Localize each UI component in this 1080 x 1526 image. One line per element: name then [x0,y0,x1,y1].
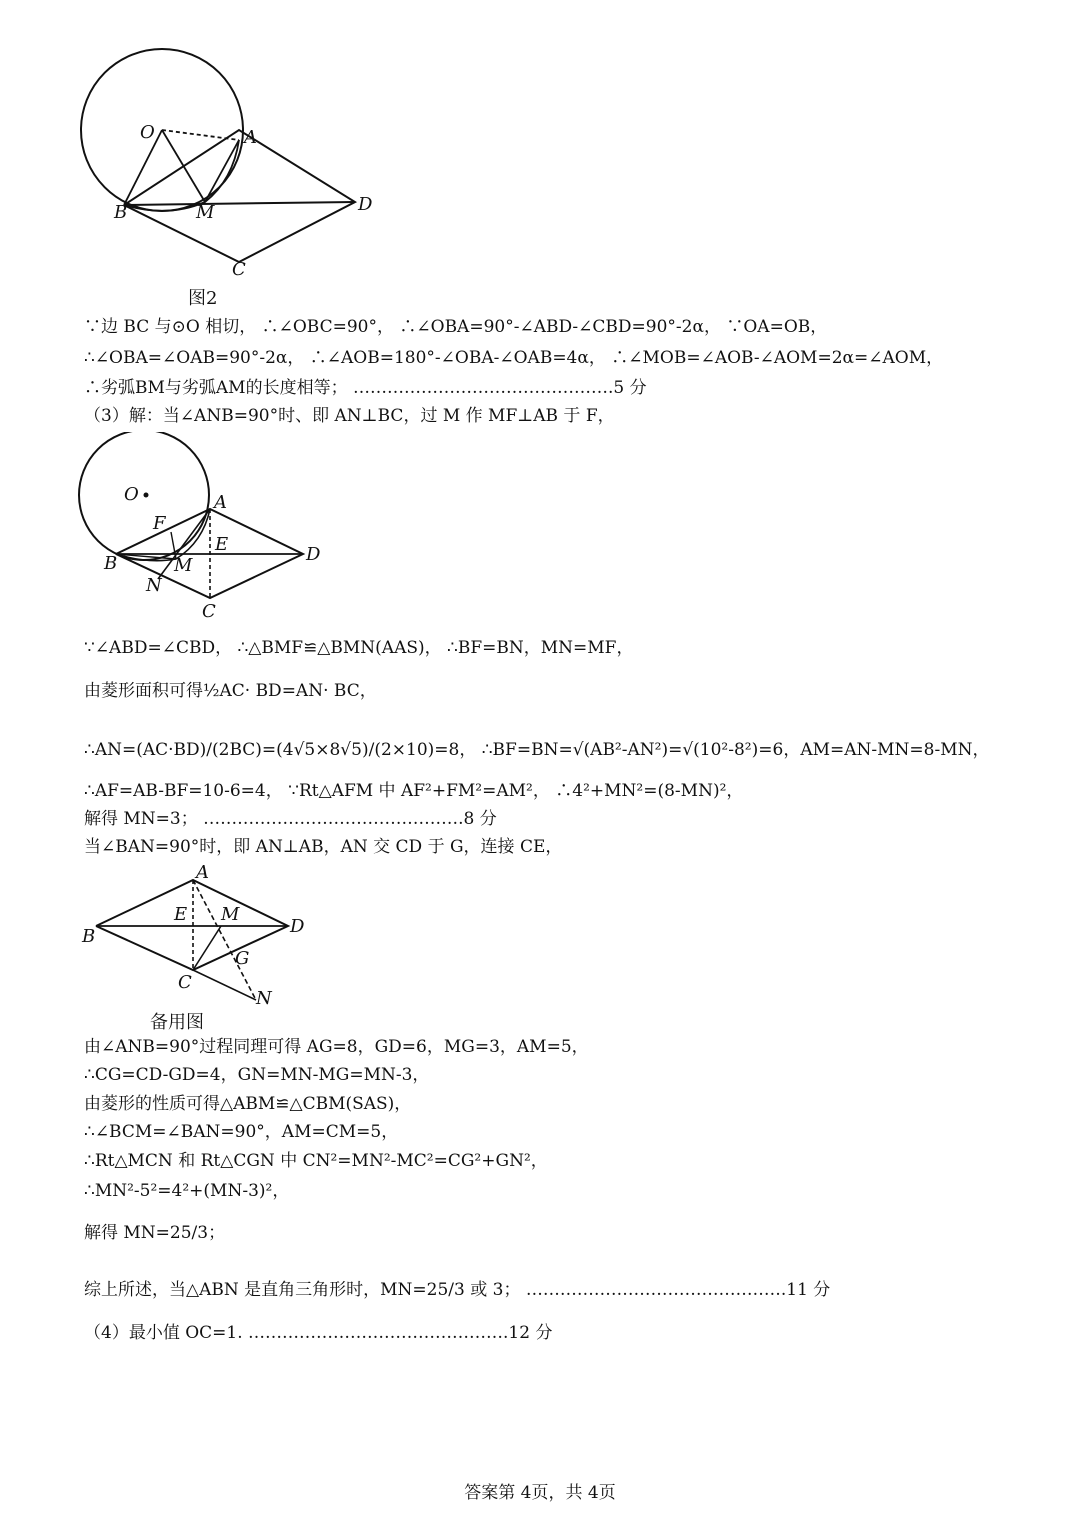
text-line-3: ∴劣弧BM与劣弧AM的长度相等； ……………………………………….5 分 [84,378,647,398]
text-line-2: ∴∠OBA=∠OAB=90°-2α， ∴∠AOB=180°-∠OBA-∠OAB=4α， ∴∠MOB=∠AOB-∠AOM=2α=∠AOM， [84,348,944,368]
label-C: C [178,972,192,993]
label-G: G [235,948,250,969]
text-line-1: ∵边 BC 与⊙O 相切， ∴∠OBC=90°， ∴∠OBA=90°-∠ABD-∠CBD=90°-2α， ∵OA=OB， [84,317,828,337]
label-B: B [104,553,118,574]
text-line-9: 解得 MN=3； ……………………………………….8 分 [84,809,497,829]
label-O: O [140,122,155,143]
label-B: B [82,926,96,947]
text-line-16: ∴MN²-5²=4²+(MN-3)²， [84,1181,290,1201]
text-line-14: ∴∠BCM=∠BAN=90°，AM=CM=5， [84,1122,399,1142]
label-O: O [124,484,139,505]
label-D: D [290,916,305,937]
label-N: N [256,988,272,1009]
label-B: B [114,202,128,223]
text-line-13: 由菱形的性质可得△ABM≌△CBM(SAS)， [84,1094,412,1114]
text-line-12: ∴CG=CD-GD=4，GN=MN-MG=MN-3， [84,1065,430,1085]
label-E: E [174,904,188,925]
figure-3-diagram [78,432,338,627]
text-line-8: ∴AF=AB-BF=10-6=4， ∵Rt△AFM 中 AF²+FM²=AM²， ∴4²+MN²=(8-MN)²， [84,781,744,801]
text-line-17: 解得 MN=25/3； [84,1223,226,1243]
figure-caption-2: 备用图 [150,1012,204,1033]
page-footer: 答案第 4页，共 4页 [464,1483,616,1503]
text-line-7: ∴AN=(AC·BD)/(2BC)=(4√5×8√5)/(2×10)=8， ∴BF=BN=√(AB²-AN²)=√(10²-8²)=6，AM=AN-MN=8-MN， [84,740,990,760]
label-D: D [358,194,373,215]
label-D: D [306,544,321,565]
label-M: M [221,904,240,925]
label-F: F [153,513,166,534]
text-line-10: 当∠BAN=90°时，即 AN⊥AB，AN 交 CD 于 G，连接 CE， [84,837,563,857]
figure-caption-1: 图2 [188,288,218,309]
spare-figure-diagram [78,858,328,1013]
text-line-4: （3）解：当∠ANB=90°时、即 AN⊥BC，过 M 作 MF⊥AB 于 F， [84,406,615,426]
figure-2-diagram [78,40,398,280]
text-line-5: ∵∠ABD=∠CBD， ∴△BMF≌△BMN(AAS)， ∴BF=BN，MN=MF， [84,638,634,658]
text-line-11: 由∠ANB=90°过程同理可得 AG=8，GD=6，MG=3，AM=5， [84,1037,589,1057]
label-M: M [174,555,193,576]
label-N: N [146,575,162,596]
text-line-15: ∴Rt△MCN 和 Rt△CGN 中 CN²=MN²-MC²=CG²+GN²， [84,1151,548,1171]
text-line-18: 综上所述，当△ABN 是直角三角形时，MN=25/3 或 3； ……………………………………….11 分 [84,1280,831,1300]
label-A: A [214,492,227,513]
label-M: M [196,202,215,223]
label-A: A [196,862,209,883]
label-A: A [244,127,257,148]
label-E: E [215,534,229,555]
text-line-6: 由菱形面积可得½AC· BD=AN· BC， [84,681,377,701]
label-C: C [202,601,216,622]
text-line-19: （4）最小值 OC=1. ……………………………………….12 分 [84,1323,553,1343]
label-C: C [232,259,246,280]
